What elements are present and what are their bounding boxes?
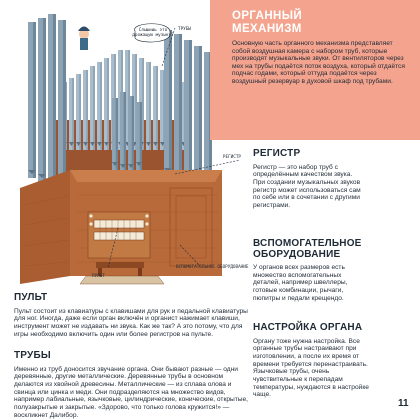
pipes-section [14,351,252,419]
console-text: Пульт состоит из клавиатуры с клавишами для рук и педальной клавиатуры для ног. Иногда, даже если орган включён и органист нажимает клавиши, инструмент может не издавать ни звука. Как же так? А это потому, что для игры необходимо включить один или более регистров на пульте. [14,307,248,338]
organ-pipe-shade [72,78,74,150]
organ-pipe-shade [140,102,142,170]
organ-pipe-shade [169,30,172,176]
mechanism-title: ОРГАННЫЙ МЕХАНИЗМ [232,10,303,35]
register-text: Регистр — это набор труб с определённым качеством звука. При создании музыкальных звуков регистр может использоваться сам по себе или в сочетании с другими регистрами. [253,163,361,210]
organ-mechanism-box [210,0,420,140]
tuning-text: Органу тоже нужна настройка. Все органные трубы настраивают при изготовлении, а после их время от времени требуется перенастраивать. Язычковые трубы, очень чувствительные к перепадам температуры, нуждаются в настройке чаще. [253,337,369,399]
organ-pipe-shade [86,70,88,150]
auxiliary-title: ВСПОМОГАТЕЛЬНОЕ ОБОРУДОВАНИЕ [253,238,362,260]
register-title: РЕГИСТР [253,148,301,159]
label-aux: ВСПОМОГАТЕЛЬНОЕ ОБОРУДОВАНИЕ [176,265,249,270]
front-pipes [28,14,212,190]
organ-pipe-shade [107,58,109,150]
mechanism-text: Основную часть органного механизма представляет собой воздушная камера с набором труб, которые производят музыкальные звуки. От вентиляторов через мех на трубы подаётся поток воздуха, который отдаётся подчас годами, который оттуда подаётся через воздушный резервуар в духовой шкаф под трубами. [232,40,405,85]
auxiliary-text: У органов всех размеров есть множество вспомогательных деталей, например швеллеры, готовые комбинации, рычаги, пюпитры и педали крещендо. [253,264,348,302]
label-register: РЕГИСТР [222,155,241,160]
page-number: 11 [398,398,409,409]
console-title: ПУЛЬТ [14,292,48,303]
console-section [14,293,252,338]
pipes-text: Именно из труб доносится звучание органа. Они бывают разные — одни деревянные, другие металлические. Деревянные трубы в основном делаются из хвойной древесины. Металлические — из сплава олова и свинца или цинка и меди. Они подразделяются на множество видов, например лабиальные, язычковые, цилиндрические, конические, открытые, полузакрытые и закрытые. «Здорово, что только голова кружится!» — воскликнет Далибор. [14,365,249,419]
little-figure [78,27,90,51]
organ-pipe-shade [199,46,202,186]
organ-pipe-shade [142,58,144,150]
tuning-title: НАСТРОЙКА ОРГАНА [253,322,363,333]
organ-pipe-shade [79,74,81,150]
organ-pipe-shade [124,92,126,172]
label-pipes: ТРУБЫ [178,27,191,32]
organ-pipe-shade [132,96,134,172]
tuning-section [253,323,413,399]
label-console: ПУЛЬТ [92,274,105,279]
organ-pipe-shade [93,66,95,150]
organ-pipe-shade [156,66,158,150]
organ-pipe-shade [63,20,66,190]
organ-pipe-shade [100,62,102,150]
register-section [253,149,413,210]
organ-pipe-shade [33,22,36,178]
auxiliary-section [253,239,413,303]
organ-pipe-shade [179,34,182,178]
organ-pipe-shade [43,18,46,182]
organ-pipe-shade [116,98,118,170]
organ-pipe-shade [189,40,192,182]
callout-line-2: дрожащую музыку? [132,33,174,38]
organ-pipe-shade [149,62,151,150]
callout-line-1: Слышишь это [138,28,168,33]
organ-pipe-shade [53,14,56,186]
pipes-title: ТРУБЫ [14,350,51,361]
